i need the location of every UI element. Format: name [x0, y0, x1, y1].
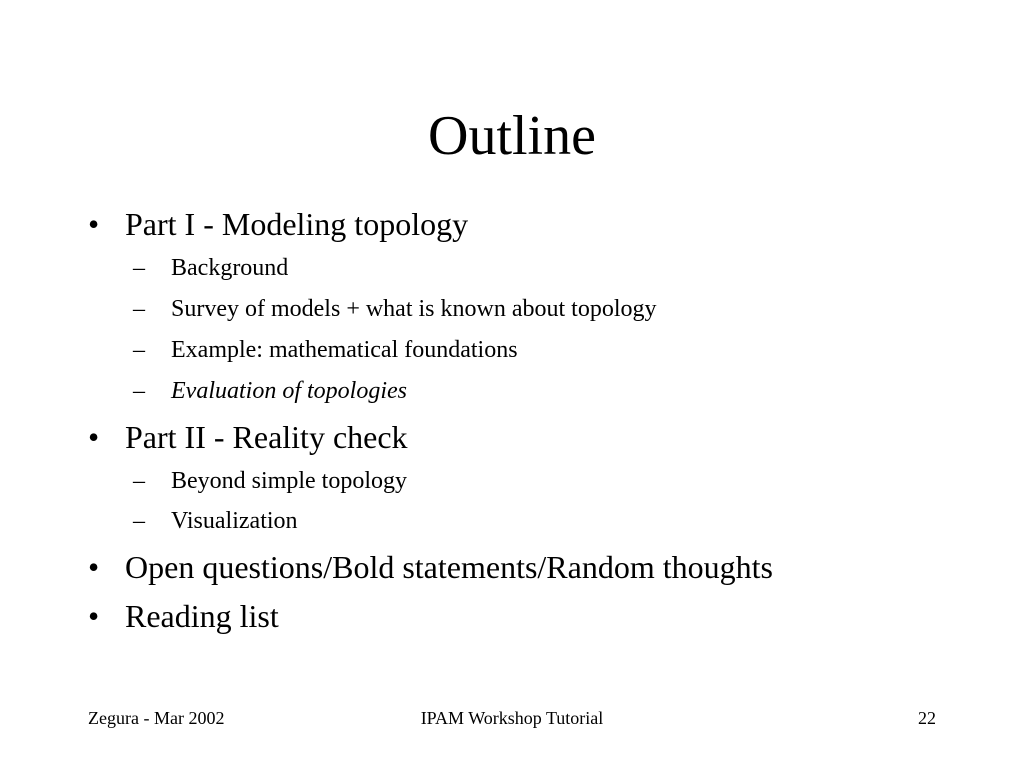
dash-marker: –	[133, 468, 145, 494]
sub-bullet-text: Visualization	[171, 508, 298, 534]
sub-bullet-text: Survey of models + what is known about topology	[171, 296, 657, 322]
dash-marker: –	[133, 337, 145, 363]
footer-author-date: Zegura - Mar 2002	[88, 708, 225, 728]
bullet-marker: •	[88, 598, 100, 634]
footer-page-number: 22	[918, 708, 936, 728]
dash-marker: –	[133, 255, 145, 281]
bullet-text: Open questions/Bold statements/Random thoughts	[125, 549, 773, 585]
dash-marker: –	[133, 378, 145, 404]
bullet-marker: •	[88, 206, 100, 242]
sub-bullet-text: Beyond simple topology	[171, 468, 407, 494]
dash-marker: –	[133, 508, 145, 534]
sub-bullet-text: Example: mathematical foundations	[171, 337, 518, 363]
bullet-marker: •	[88, 549, 100, 585]
dash-marker: –	[133, 296, 145, 322]
bullet-text: Part I - Modeling topology	[125, 206, 469, 242]
bullet-marker: •	[88, 419, 100, 455]
bullet-text: Part II - Reality check	[125, 419, 408, 455]
slide-title: Outline	[428, 105, 596, 167]
sub-bullet-text: Evaluation of topologies	[171, 378, 407, 404]
sub-bullet-text: Background	[171, 255, 289, 281]
footer-event: IPAM Workshop Tutorial	[420, 708, 604, 728]
bullet-text: Reading list	[125, 598, 279, 634]
